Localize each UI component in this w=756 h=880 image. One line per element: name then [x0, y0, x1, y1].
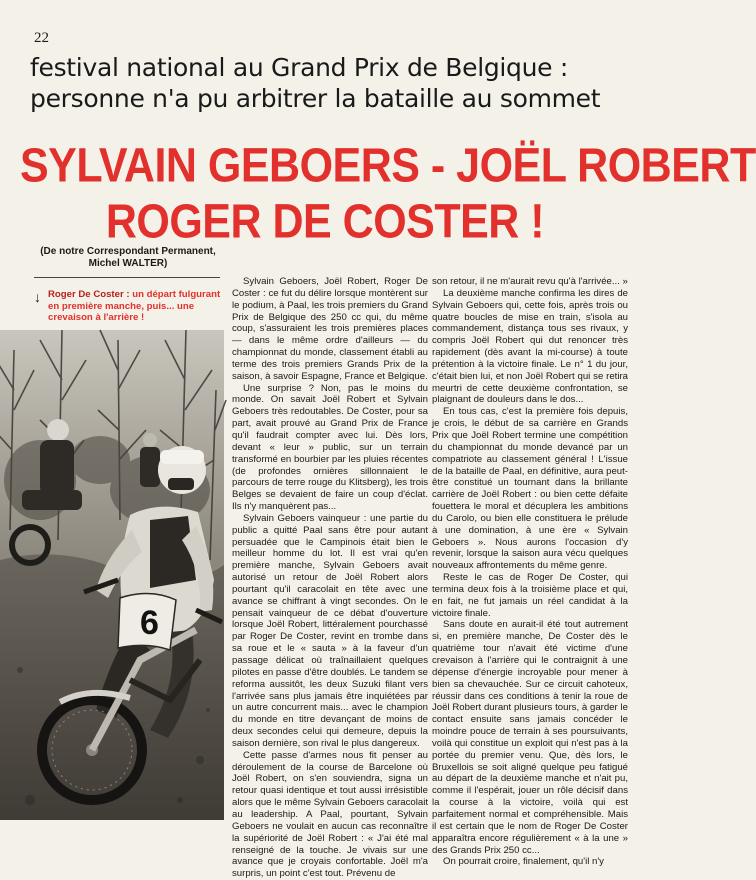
byline-line-1: (De notre Correspondant Permanent,: [40, 246, 216, 257]
kicker-headline: [30, 52, 630, 114]
caption-text: un départ fulgurant en première manche, puis... une crevaison à l'arrière !: [48, 289, 221, 323]
down-arrow-icon: ↓: [34, 289, 41, 305]
headline-line-2: ROGER DE COSTER !: [105, 195, 545, 249]
paragraph: Sylvain Geboers vainqueur : une partie du public a quitté Paal sans être pour autant persuadée que le Campinois était bien le meilleur homme du lot. Il est vrai qu'en première manche, Sylvain Geboers avait autorisé un retour de Joël Robert alors pourtant qu'il caracolait en tête avec une avance se chiffrant à vingt secondes. On le pensait vainqueur de ce débat d'ouverture lorsque Joël Robert, littéralement pourchassé par Roger De Coster, revint en trombe dans sa roue et le « sauta » à la faveur d'un passage délicat où traînaillaient quelques pilotes en passe d'être doublés. Le tandem se reforma aussitôt, les deux Suzuki filant vers l'arrivée sans plus jamais être inquiétées par un autre concurrent mais... avec le champion du monde en titre devançant de moins de deux secondes celui qui demeure, depuis la saison dernière, son rival le plus dangereux.: [232, 512, 428, 749]
article-column-1: [232, 276, 428, 880]
main-headline: [20, 138, 756, 250]
paragraph: Sylvain Geboers, Joël Robert, Roger De Coster : ce fut du délire lorsque montèrent sur le podium, à Paal, les trois premiers du Grand Prix de Belgique des 250 cc qui, du même coup, s'assuraient les trois premières places — dans le même ordre d'ailleurs — du championnat du monde, classement établi au terme des trois premiers Grands Prix de la saison, à savoir Espagne, France et Belgique.: [232, 276, 428, 382]
paragraph: Sans doute en aurait-il été tout autrement si, en première manche, De Coster dès le quatrième tour n'avait été victime d'une crevaison à l'arrière qui le contraignit à une dépense d'énergie incroyable pour mener à bien sa chevauchée. Sur ce circuit cahoteux, réussir dans ces conditions à tenir la roue de Joël Robert durant plusieurs tours, à garder le contact ensuite sans jamais concéder le moindre pouce de terrain à ses poursuivants, voilà qui constitue un exploit qui n'est pas à la portée du premier venu. Que, dès lors, le Bruxellois se soit aligné quelque peu fatigué au départ de la deuxième manche et n'ait pu, comme il l'espérait, jouer un rôle décisif dans la course à la victoire, voilà qui est parfaitement normal et compréhensible. Mais il est certain que le nom de Roger De Coster apparaîtra encore régulièrement « à la une » des Grands Prix 250 cc...: [432, 619, 628, 856]
page-number: 22: [34, 30, 49, 46]
article-column-2: [432, 276, 628, 868]
headline-line-1: SYLVAIN GEBOERS - JOËL ROBERT: [20, 139, 756, 193]
byline: [28, 246, 228, 270]
paragraph: Une surprise ? Non, pas le moins du monde. On savait Joël Robert et Sylvain Geboers très redoutables. De Coster, pour sa part, avait prouvé au Grand Prix de France qu'il faudrait compter avec lui. Dès lors, devant « leur » public, sur un terrain transformé en bourbier par les pluies récentes (de profondes ornières sillonnaient le parcours de terre rouge du Klitsberg), les trois Belges se devaient de faire un coup d'éclat. Ils n'y manquèrent pas...: [232, 382, 428, 513]
kicker-line-2: personne n'a pu arbitrer la bataille au sommet: [30, 84, 601, 113]
motocross-photo: [0, 330, 224, 820]
photo-illustration: [0, 330, 224, 820]
kicker-line-1: festival national au Grand Prix de Belgique :: [30, 53, 569, 82]
paragraph: Reste le cas de Roger De Coster, qui termina deux fois à la troisième place et qui, en fait, ne fut jamais un réel candidat à la victoire finale.: [432, 572, 628, 619]
paragraph: En tous cas, c'est la première fois depuis, je crois, le début de sa carrière en Grands Prix que Joël Robert termine une compétition du championnat du monde devancé par un compatriote au classement général ! L'issue de la bataille de Paal, en définitive, aura peut-être constitué un tournant dans la brillante carrière de Joël Robert : ou bien cette défaite fouettera le moral et décuplera les ambitions du Carolo, ou bien elle constituera le prélude à une domination, à une ère « Sylvain Geboers ». Nous aurons l'occasion d'y revenir, lorsque la saison aura vécu quelques nouveaux affrontements du même genre.: [432, 406, 628, 572]
caption-lead: Roger De Coster :: [48, 289, 130, 300]
number-plate-text: 6: [140, 604, 159, 642]
byline-line-2: Michel WALTER): [88, 258, 168, 269]
paragraph: Cette passe d'armes nous fit penser au déroulement de la course de Barcelone où Joël Robert, on s'en souviendra, signa un retour quasi identique et tout aussi irrésistible alors que le même Sylvain Geboers caracolait au leadership. A Paal, pourtant, Sylvain Geboers ne voulait en aucun cas reconnaître la supériorité de Joël Robert : « J'ai été mal renseigné de la touche. Je vivais sur une avance que je croyais confortable. Joël m'a surpris, un point c'est tout. Prévenu de: [232, 749, 428, 880]
paragraph: La deuxième manche confirma les dires de Sylvain Geboers qui, cette fois, après trois ou quatre boucles de mise en train, s'isola au commandement, distança tous ses rivaux, y compris Joël Robert qui dut renoncer très rapidement (dès avant la mi-course) à toute prétention à la victoire finale. Le n° 1 du jour, c'était bien lui, et non Joël Robert qui se retira meurtri de cette deuxième confrontation, se plaignant de douleurs dans le dos...: [432, 287, 628, 406]
caption-divider: [34, 277, 220, 278]
paragraph: son retour, il ne m'aurait revu qu'à l'arrivée... »: [432, 276, 628, 287]
paragraph: On pourrait croire, finalement, qu'il n'y: [443, 856, 604, 868]
photo-caption: [48, 289, 226, 324]
